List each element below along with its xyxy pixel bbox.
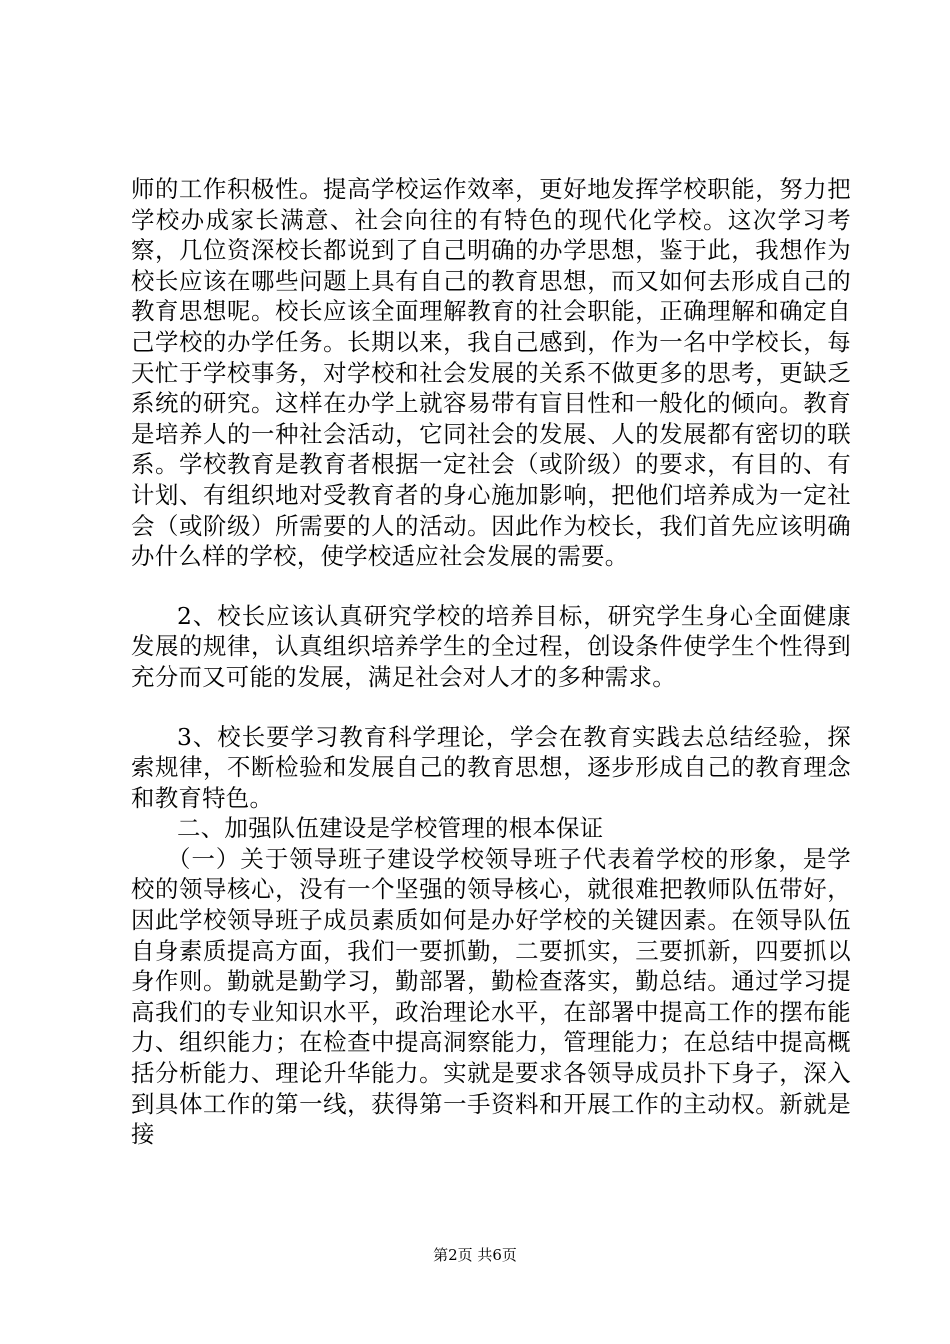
paragraph-leadership: （一）关于领导班子建设学校领导班子代表着学校的形象，是学校的领导核心，没有一个坚强的领导核心，就很难把教师队伍带好，因此学校领导班子成员素质如何是办好学校的关键因素。在领导队伍自身素质提高方面，我们一要抓勤，二要抓实，三要抓新，四要抓以身作则。勤就是勤学习，勤部署，勤检查落实，勤总结。通过学习提高我们的专业知识水平，政治理论水平，在部署中提高工作的摆布能力、组织能力；在检查中提高洞察能力，管理能力；在总结中提高概括分析能力、理论升华能力。实就是要求各领导成员扑下身子，深入到具体工作的第一线，获得第一手资料和开展工作的主动权。新就是接	[131, 844, 851, 1149]
paragraph-item-2: 2、校长应该认真研究学校的培养目标，研究学生身心全面健康发展的规律，认真组织培养学生的全过程，创设条件使学生个性得到充分而又可能的发展，满足社会对人才的多种需求。	[131, 601, 851, 691]
paragraph-item-3: 3、校长要学习教育科学理论，学会在教育实践去总结经验，探索规律，不断检验和发展自己的教育思想，逐步形成自己的教育理念和教育特色。	[131, 722, 851, 812]
section-heading: 二、加强队伍建设是学校管理的根本保证	[177, 814, 604, 843]
page-footer: 第2页 共6页	[433, 1246, 517, 1264]
paragraph-continuation: 师的工作积极性。提高学校运作效率，更好地发挥学校职能，努力把学校办成家长满意、社会向往的有特色的现代化学校。这次学习考察，几位资深校长都说到了自己明确的办学思想，鉴于此，我想作为校长应该在哪些问题上具有自己的教育思想，而又如何去形成自己的教育思想呢。校长应该全面理解教育的社会职能，正确理解和确定自己学校的办学任务。长期以来，我自己感到，作为一名中学校长，每天忙于学校事务，对学校和社会发展的关系不做更多的思考，更缺乏系统的研究。这样在办学上就容易带有盲目性和一般化的倾向。教育是培养人的一种社会活动，它同社会的发展、人的发展都有密切的联系。学校教育是教育者根据一定社会（或阶级）的要求，有目的、有计划、有组织地对受教育者的身心施加影响，把他们培养成为一定社会（或阶级）所需要的人的活动。因此作为校长，我们首先应该明确办什么样的学校，使学校适应社会发展的需要。	[131, 175, 851, 571]
document-body	[131, 174, 851, 1150]
